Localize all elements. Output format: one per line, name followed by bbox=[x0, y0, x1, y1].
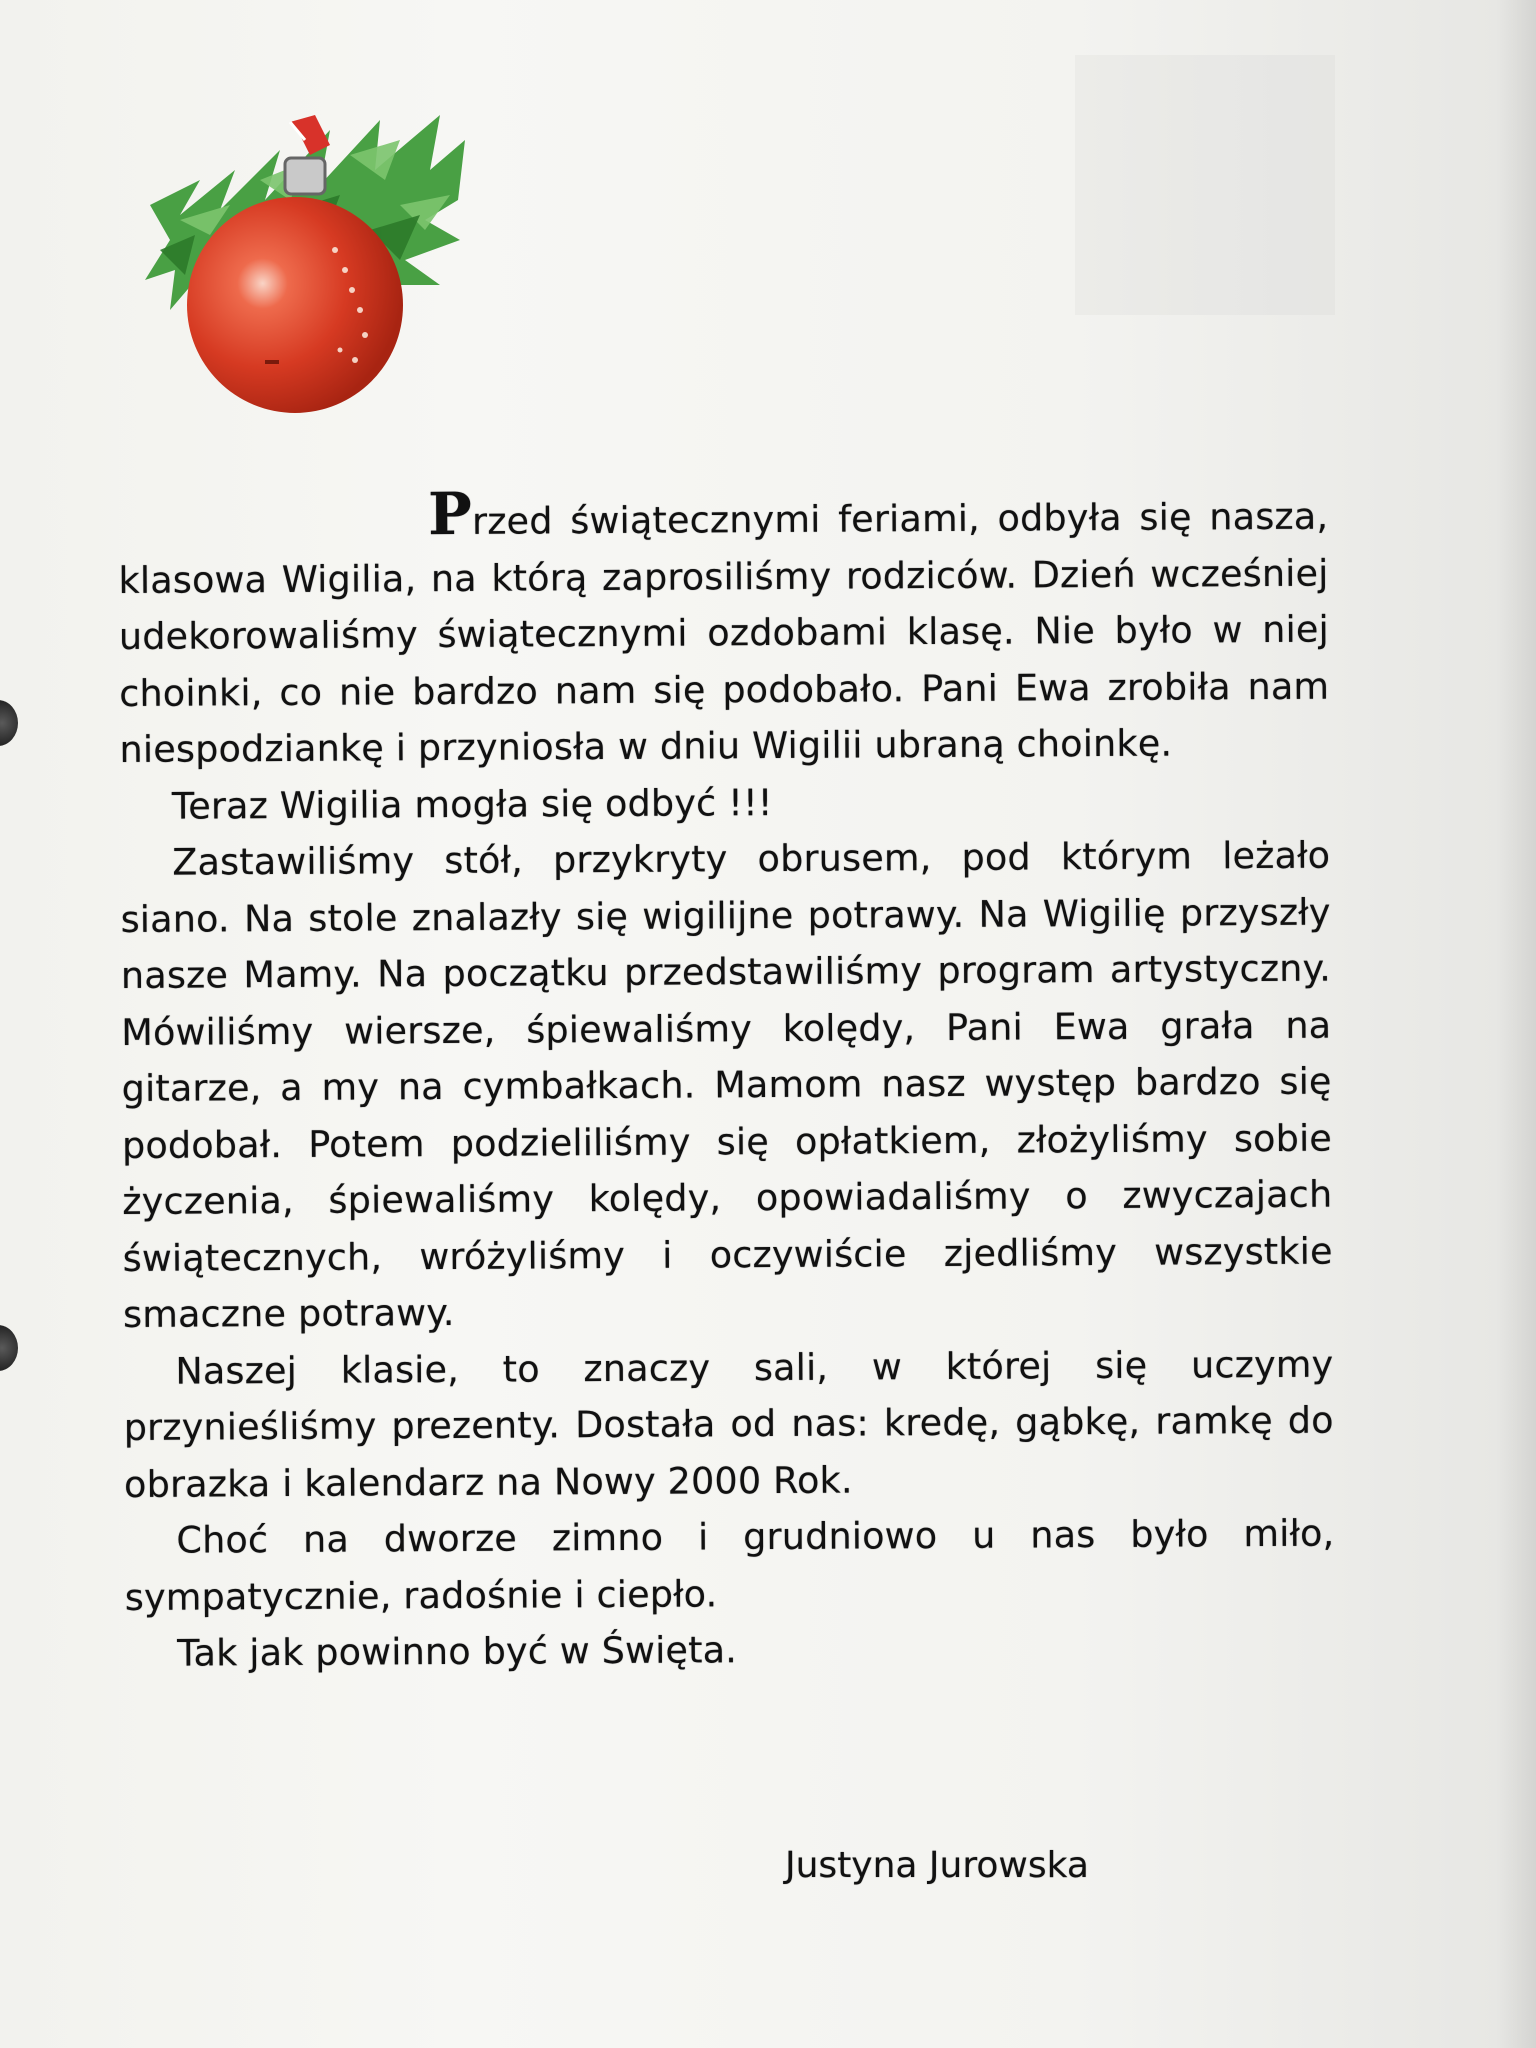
paragraph-text: rzed świątecznymi feriami, odbyła się nasza, klasowa Wigilia, na którą zaprosiliśmy rodziców. Dzień wcześniej udekorowaliśmy świątecznymi ozdobami klasę. Nie było w niej choinki, co nie bardzo nam się podobało. Pani Ewa zrobiła nam niespodziankę i przyniosła w dniu Wigilii ubraną choinkę. bbox=[118, 494, 1330, 771]
page-edge-shadow bbox=[1496, 0, 1536, 2048]
drop-cap: P bbox=[427, 479, 473, 549]
paragraph: Choć na dworze zimno i grudniowo u nas było miło, sympatycznie, radośnie i ciepło. bbox=[124, 1511, 1335, 1619]
paragraph: Zastawiliśmy stół, przykryty obrusem, pod którym leżało siano. Na stole znalazły się wigilijne potrawy. Na Wigilię przyszły nasze Mamy. Na początku przedstawiliśmy program artystyczny. Mówiliśmy wiersze, śpiewaliśmy kolędy, Pani Ewa grała na gitarze, a my na cymbałkach. Mamom nasz występ bardzo się podobał. Potem podzieliliśmy się opłatkiem, złożyliśmy sobie życzenia, śpiewaliśmy kolędy, opowiadaliśmy o zwyczajach świątecznych, wróżyliśmy i oczywiście zjedliśmy wszystkie smaczne potrawy. bbox=[120, 833, 1333, 1336]
paragraph: Teraz Wigilia mogła się odbyć !!! bbox=[171, 780, 773, 828]
binder-hole bbox=[0, 1325, 18, 1371]
author-signature: Justyna Jurowska bbox=[785, 1845, 1089, 1886]
binder-hole bbox=[0, 700, 18, 746]
paragraph: Tak jak powinno być w Święta. bbox=[176, 1628, 738, 1675]
christmas-bauble-icon bbox=[140, 110, 470, 430]
article-body bbox=[118, 481, 1335, 1683]
show-through-box bbox=[1075, 55, 1335, 315]
paragraph bbox=[118, 481, 1330, 779]
paragraph: Naszej klasie, to znaczy sali, w której się uczymy przynieśliśmy prezenty. Dostała od nas: kredę, gąbkę, ramkę do obrazka i kalendarz na Nowy 2000 Rok. bbox=[123, 1342, 1334, 1506]
